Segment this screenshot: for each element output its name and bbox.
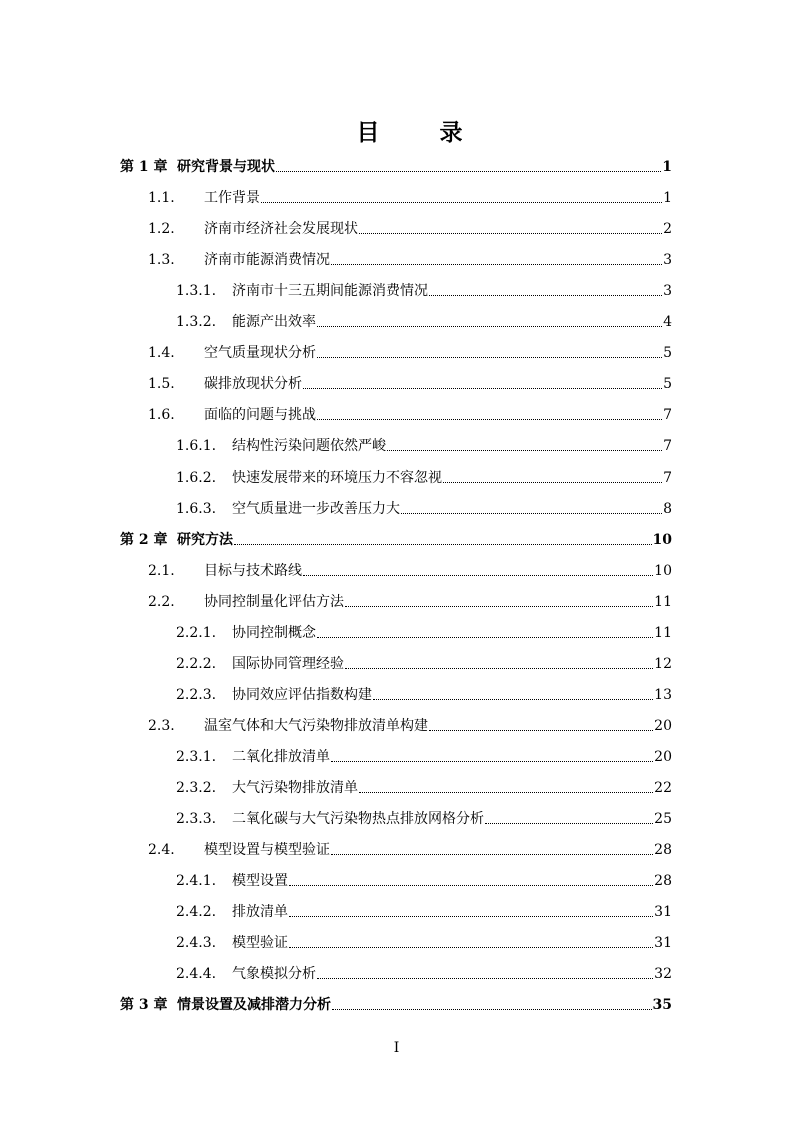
toc-entry-title: 协同控制量化评估方法: [204, 594, 344, 610]
toc-entry-number: 1.5.: [148, 376, 175, 392]
toc-entry[interactable]: [176, 433, 672, 455]
toc-dot-leader: [401, 513, 662, 514]
toc-entry[interactable]: [176, 309, 672, 331]
toc-entry-number: 第 3 章: [120, 997, 168, 1013]
toc-entry-page: 1: [662, 159, 672, 175]
toc-entry-number: 1.6.: [148, 407, 175, 423]
toc-entry-title: 济南市能源消费情况: [204, 252, 330, 268]
toc-entry-number: 2.2.2.: [176, 656, 217, 672]
toc-entry-title: 模型验证: [232, 935, 288, 951]
toc-entry[interactable]: [176, 278, 672, 300]
toc-entry-title: 排放清单: [232, 904, 288, 920]
toc-dot-leader: [485, 823, 653, 824]
toc-entry-number: 2.3.3.: [176, 811, 217, 827]
toc-entry-title: 空气质量现状分析: [204, 345, 316, 361]
toc-entry-page: 28: [654, 842, 672, 858]
toc-entry[interactable]: [148, 371, 672, 393]
toc-entry-number: 2.1.: [148, 563, 175, 579]
toc-chapter-entry[interactable]: [120, 527, 672, 549]
toc-dot-leader: [289, 885, 653, 886]
toc-entry-title: 协同效应评估指数构建: [232, 687, 372, 703]
toc-dot-leader: [359, 233, 662, 234]
toc-entry-title: 国际协同管理经验: [232, 656, 344, 672]
toc-dot-leader: [345, 668, 653, 669]
toc-entry[interactable]: [176, 651, 672, 673]
toc-entry-page: 35: [652, 997, 672, 1013]
toc-entry-page: 10: [652, 532, 672, 548]
toc-dot-leader: [359, 792, 653, 793]
toc-entry-number: 2.4.: [148, 842, 175, 858]
toc-dot-leader: [317, 357, 662, 358]
toc-entry-number: 1.2.: [148, 221, 175, 237]
toc-entry[interactable]: [148, 216, 672, 238]
toc-entry[interactable]: [176, 899, 672, 921]
toc-entry[interactable]: [176, 620, 672, 642]
toc-entry[interactable]: [176, 961, 672, 983]
toc-entry-page: 3: [663, 252, 672, 268]
toc-entry-page: 11: [654, 594, 672, 610]
toc-dot-leader: [317, 637, 653, 638]
toc-entry-title: 工作背景: [204, 190, 260, 206]
toc-entry-page: 22: [654, 780, 672, 796]
toc-dot-leader: [317, 326, 662, 327]
toc-entry-number: 1.6.3.: [176, 501, 217, 517]
toc-entry-title: 协同控制概念: [232, 625, 316, 641]
toc-entry-title: 二氧化排放清单: [232, 749, 330, 765]
page-number: I: [393, 1040, 400, 1056]
toc-entry-page: 7: [663, 470, 672, 486]
toc-chapter-entry[interactable]: [120, 992, 672, 1014]
toc-entry-number: 第 2 章: [120, 532, 168, 548]
toc-entry-page: 2: [663, 221, 672, 237]
toc-dot-leader: [443, 482, 662, 483]
toc-entry-title: 大气污染物排放清单: [232, 780, 358, 796]
toc-entry-page: 5: [663, 345, 672, 361]
toc-entry-number: 2.4.4.: [176, 966, 217, 982]
toc-entry[interactable]: [148, 247, 672, 269]
toc-dot-leader: [332, 1009, 652, 1010]
toc-entry[interactable]: [176, 496, 672, 518]
toc-entry-page: 8: [663, 501, 672, 517]
toc-entry-number: 1.3.1.: [176, 283, 217, 299]
toc-dot-leader: [317, 978, 653, 979]
toc-entry-title: 情景设置及减排潜力分析: [177, 997, 331, 1013]
toc-entry-page: 7: [663, 407, 672, 423]
toc-dot-leader: [289, 916, 653, 917]
toc-entry-number: 2.3.1.: [176, 749, 217, 765]
toc-entry-page: 12: [654, 656, 672, 672]
toc-entry-number: 2.3.: [148, 718, 175, 734]
toc-entry-title: 二氧化碳与大气污染物热点排放网格分析: [232, 811, 484, 827]
toc-dot-leader: [303, 575, 653, 576]
toc-entry-number: 第 1 章: [120, 159, 168, 175]
toc-dot-leader: [261, 202, 662, 203]
toc-entry-page: 4: [663, 314, 672, 330]
toc-entry[interactable]: [148, 402, 672, 424]
toc-entry-page: 1: [663, 190, 672, 206]
toc-entry-page: 31: [654, 935, 672, 951]
toc-entry-title: 碳排放现状分析: [204, 376, 302, 392]
toc-entry-title: 气象模拟分析: [232, 966, 316, 982]
toc-entry[interactable]: [148, 340, 672, 362]
toc-dot-leader: [331, 854, 653, 855]
toc-entry-title: 空气质量进一步改善压力大: [232, 501, 400, 517]
toc-entry[interactable]: [148, 589, 672, 611]
toc-chapter-entry[interactable]: [120, 154, 672, 176]
toc-entry-page: 32: [654, 966, 672, 982]
toc-dot-leader: [234, 544, 652, 545]
toc-entry-number: 2.4.3.: [176, 935, 217, 951]
toc-entry[interactable]: [176, 775, 672, 797]
toc-dot-leader: [429, 295, 662, 296]
toc-entry-title: 研究方法: [177, 532, 233, 548]
toc-entry[interactable]: [148, 185, 672, 207]
toc-entry-page: 10: [654, 563, 672, 579]
toc-dot-leader: [331, 264, 662, 265]
toc-entry-number: 2.3.2.: [176, 780, 217, 796]
toc-entry-number: 2.2.: [148, 594, 175, 610]
toc-entry-title: 研究背景与现状: [177, 159, 275, 175]
toc-entry-number: 2.4.2.: [176, 904, 217, 920]
toc-entry-number: 1.1.: [148, 190, 175, 206]
toc-dot-leader: [345, 606, 653, 607]
page-title: 目 录: [356, 120, 489, 146]
toc-entry-number: 1.3.: [148, 252, 175, 268]
toc-dot-leader: [289, 947, 653, 948]
toc-entry[interactable]: [148, 837, 672, 859]
toc-entry-page: 20: [654, 749, 672, 765]
toc-entry-title: 目标与技术路线: [204, 563, 302, 579]
toc-entry[interactable]: [148, 558, 672, 580]
toc-entry[interactable]: [176, 930, 672, 952]
toc-dot-leader: [276, 171, 661, 172]
toc-entry-page: 11: [654, 625, 672, 641]
toc-entry-page: 5: [663, 376, 672, 392]
toc-dot-leader: [317, 419, 662, 420]
toc-entry-page: 20: [654, 718, 672, 734]
toc-entry-page: 13: [654, 687, 672, 703]
toc-entry[interactable]: [176, 806, 672, 828]
toc-dot-leader: [331, 761, 653, 762]
toc-entry-number: 2.2.1.: [176, 625, 217, 641]
toc-entry-number: 1.6.1.: [176, 438, 217, 454]
toc-entry-page: 3: [663, 283, 672, 299]
toc-entry-page: 28: [654, 873, 672, 889]
toc-entry[interactable]: [176, 868, 672, 890]
toc-entry-page: 25: [654, 811, 672, 827]
toc-dot-leader: [373, 699, 653, 700]
toc-entry[interactable]: [148, 713, 672, 735]
toc-entry-number: 1.3.2.: [176, 314, 217, 330]
toc-entry-title: 温室气体和大气污染物排放清单构建: [204, 718, 428, 734]
toc-entry[interactable]: [176, 744, 672, 766]
toc-entry-title: 模型设置与模型验证: [204, 842, 330, 858]
toc-dot-leader: [429, 730, 653, 731]
toc-dot-leader: [303, 388, 662, 389]
toc-entry-number: 1.4.: [148, 345, 175, 361]
toc-entry-title: 模型设置: [232, 873, 288, 889]
toc-entry-title: 济南市经济社会发展现状: [204, 221, 358, 237]
toc-entry-page: 31: [654, 904, 672, 920]
toc-entry-title: 济南市十三五期间能源消费情况: [232, 283, 428, 299]
toc-dot-leader: [387, 450, 662, 451]
toc-entry[interactable]: [176, 682, 672, 704]
toc-entry-number: 2.2.3.: [176, 687, 217, 703]
toc-entry-page: 7: [663, 438, 672, 454]
toc-entry-title: 能源产出效率: [232, 314, 316, 330]
toc-entry-title: 面临的问题与挑战: [204, 407, 316, 423]
toc-entry-number: 2.4.1.: [176, 873, 217, 889]
toc-entry[interactable]: [176, 465, 672, 487]
toc-entry-number: 1.6.2.: [176, 470, 217, 486]
toc-entry-title: 快速发展带来的环境压力不容忽视: [232, 470, 442, 486]
toc-entry-title: 结构性污染问题依然严峻: [232, 438, 386, 454]
